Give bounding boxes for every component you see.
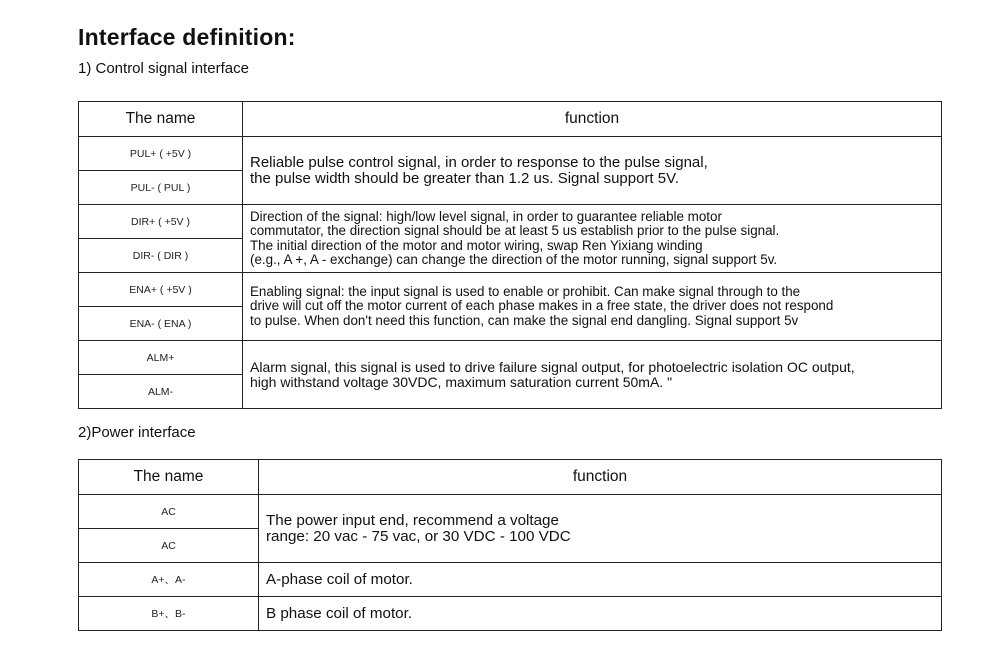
signal-name: DIR+ ( +5V ) [79,205,243,239]
signal-name: DIR- ( DIR ) [79,239,243,273]
function-line: Reliable pulse control signal, in order to response to the pulse signal, [250,153,708,171]
function-line: Enabling signal: the input signal is used to enable or prohibit. Can make signal through to the [250,284,801,300]
signal-name: AC [79,529,259,563]
function-line: Alarm signal, this signal is used to drive failure signal output, for photoelectric isolation OC output, [250,358,855,375]
section-power-title: 2)Power interface [78,424,196,441]
function-line: (e.g., A +, A - exchange) can change the direction of the motor running, signal support 5v. [250,251,778,267]
signal-name: ALM+ [79,341,243,375]
table-header-row [79,102,942,137]
power-interface-table [78,459,942,631]
signal-name: ALM- [79,375,243,409]
table-row [79,137,942,171]
function-line: to pulse. When don't need this function, can make the signal end dangling. Signal support 5v [250,312,799,328]
table-row [79,205,942,239]
function-line: A-phase coil of motor. [266,570,413,588]
signal-function [259,597,942,631]
function-line: range: 20 vac - 75 vac, or 30 VDC - 100 VDC [266,527,571,545]
signal-function [243,205,942,273]
signal-function [243,273,942,341]
signal-function [259,495,942,563]
table-row [79,597,942,631]
signal-name: A+、A- [79,563,259,597]
signal-function [259,563,942,597]
signal-name: ENA- ( ENA ) [79,307,243,341]
signal-name: PUL- ( PUL ) [79,171,243,205]
signal-name: B+、B- [79,597,259,631]
column-header-function: function [243,102,942,137]
table-row [79,341,942,375]
signal-name: PUL+ ( +5V ) [79,137,243,171]
column-header-function: function [259,460,942,495]
table-row [79,495,942,529]
function-line: B phase coil of motor. [266,604,413,622]
page-title: Interface definition: [78,24,296,50]
table-header-row [79,460,942,495]
column-header-name: The name [79,460,259,495]
function-line: the pulse width should be greater than 1.2 us. Signal support 5V. [250,169,679,187]
signal-function [243,341,942,409]
function-line: drive will cut off the motor current of each phase makes in a free state, the driver does not respond [250,298,834,314]
table-row [79,563,942,597]
function-line: The power input end, recommend a voltage [266,511,559,529]
control-signal-table [78,101,942,409]
signal-function [243,137,942,205]
column-header-name: The name [79,102,243,137]
section-control-title: 1) Control signal interface [78,60,249,77]
signal-name: AC [79,495,259,529]
signal-name: ENA+ ( +5V ) [79,273,243,307]
function-line: commutator, the direction signal should be at least 5 us establish prior to the pulse signal. [250,223,780,239]
function-line: The initial direction of the motor and motor wiring, swap Ren Yixiang winding [250,237,703,253]
table-row [79,273,942,307]
function-line: Direction of the signal: high/low level signal, in order to guarantee reliable motor [250,209,722,225]
function-line: high withstand voltage 30VDC, maximum saturation current 50mA. " [250,373,673,390]
